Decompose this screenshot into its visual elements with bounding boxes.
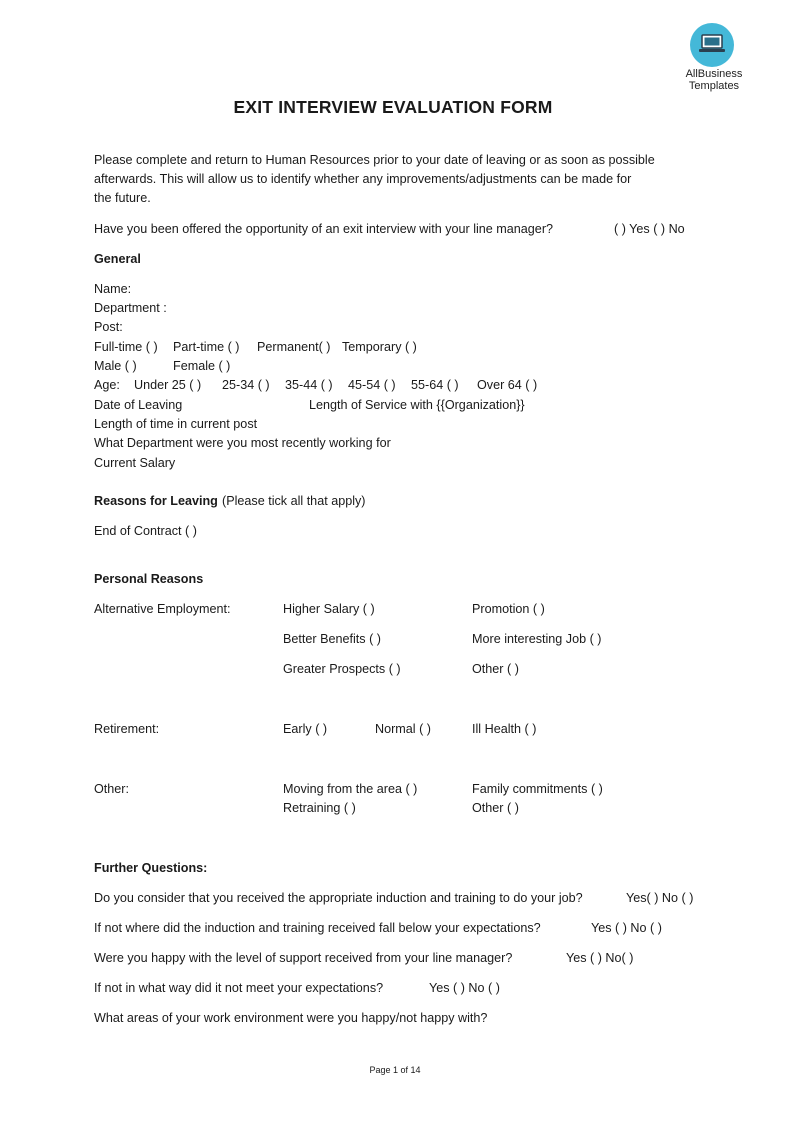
age-label: Age: <box>94 378 120 392</box>
page-title: EXIT INTERVIEW EVALUATION FORM <box>233 97 553 117</box>
alt-employment-label: Alternative Employment: <box>94 602 231 616</box>
exit-interview-answer[interactable]: ( ) Yes ( ) No <box>614 222 685 236</box>
logo-text <box>672 68 756 92</box>
higher-salary-option[interactable]: Higher Salary ( ) <box>283 602 375 616</box>
age-25-34-option[interactable]: 25-34 ( ) <box>222 378 270 392</box>
early-retirement-option[interactable]: Early ( ) <box>283 722 328 736</box>
question-expectations: If not where did the induction and training received fall below your expectations? <box>94 921 541 935</box>
further-questions-heading: Further Questions: <box>94 861 208 875</box>
intro-line-2: afterwards. This will allow us to identify whether any improvements/adjustments can be made for <box>94 172 632 186</box>
parttime-option[interactable]: Part-time ( ) <box>173 340 240 354</box>
recent-department-field[interactable]: What Department were you most recently working for <box>94 436 391 450</box>
end-of-contract-option[interactable]: End of Contract ( ) <box>94 524 197 538</box>
age-55-64-option[interactable]: 55-64 ( ) <box>411 378 459 392</box>
retraining-option[interactable]: Retraining ( ) <box>283 801 356 815</box>
age-45-54-option[interactable]: 45-54 ( ) <box>348 378 396 392</box>
better-benefits-option[interactable]: Better Benefits ( ) <box>283 632 381 646</box>
permanent-option[interactable]: Permanent( ) <box>257 340 331 354</box>
general-heading: General <box>94 252 141 266</box>
age-under25-option[interactable]: Under 25 ( ) <box>134 378 202 392</box>
current-salary-field[interactable]: Current Salary <box>94 456 176 470</box>
name-field[interactable]: Name: <box>94 282 132 296</box>
answer-support-expectations[interactable]: Yes ( ) No ( ) <box>429 981 500 995</box>
normal-retirement-option[interactable]: Normal ( ) <box>375 722 431 736</box>
post-field[interactable]: Post: <box>94 320 123 334</box>
retirement-label: Retirement: <box>94 722 160 736</box>
intro-line-1: Please complete and return to Human Resources prior to your date of leaving or as soon as possible <box>94 153 655 167</box>
age-35-44-option[interactable]: 35-44 ( ) <box>285 378 333 392</box>
other-reason-option[interactable]: Other ( ) <box>472 801 519 815</box>
fulltime-option[interactable]: Full-time ( ) <box>94 340 158 354</box>
more-interesting-job-option[interactable]: More interesting Job ( ) <box>472 632 602 646</box>
logo-line1: AllBusiness <box>685 68 743 80</box>
greater-prospects-option[interactable]: Greater Prospects ( ) <box>283 662 401 676</box>
length-in-post-field[interactable]: Length of time in current post <box>94 417 258 431</box>
question-support: Were you happy with the level of support received from your line manager? <box>94 951 513 965</box>
question-support-expectations: If not in what way did it not meet your expectations? <box>94 981 384 995</box>
female-option[interactable]: Female ( ) <box>173 359 231 373</box>
reasons-note: (Please tick all that apply) <box>222 494 366 508</box>
ill-health-option[interactable]: Ill Health ( ) <box>472 722 537 736</box>
temporary-option[interactable]: Temporary ( ) <box>342 340 417 354</box>
question-induction: Do you consider that you received the appropriate induction and training to do your job? <box>94 891 583 905</box>
exit-interview-question: Have you been offered the opportunity of an exit interview with your line manager? <box>94 222 554 236</box>
question-work-environment: What areas of your work environment were you happy/not happy with? <box>94 1011 488 1025</box>
answer-support[interactable]: Yes ( ) No( ) <box>566 951 634 965</box>
answer-expectations[interactable]: Yes ( ) No ( ) <box>591 921 662 935</box>
answer-induction[interactable]: Yes( ) No ( ) <box>626 891 694 905</box>
age-over64-option[interactable]: Over 64 ( ) <box>477 378 538 392</box>
other-employment-option[interactable]: Other ( ) <box>472 662 519 676</box>
reasons-heading: Reasons for Leaving <box>94 494 218 508</box>
promotion-option[interactable]: Promotion ( ) <box>472 602 545 616</box>
intro-line-3: the future. <box>94 191 151 205</box>
page-number: Page 1 of 14 <box>369 1065 421 1075</box>
laptop-icon <box>698 34 726 54</box>
length-of-service-field[interactable]: Length of Service with {{Organization}} <box>309 398 525 412</box>
personal-reasons-heading: Personal Reasons <box>94 572 204 586</box>
other-label: Other: <box>94 782 129 796</box>
department-field[interactable]: Department : <box>94 301 167 315</box>
logo-line2: Templates <box>688 80 740 92</box>
family-commitments-option[interactable]: Family commitments ( ) <box>472 782 603 796</box>
date-of-leaving-field[interactable]: Date of Leaving <box>94 398 183 412</box>
male-option[interactable]: Male ( ) <box>94 359 137 373</box>
moving-option[interactable]: Moving from the area ( ) <box>283 782 418 796</box>
